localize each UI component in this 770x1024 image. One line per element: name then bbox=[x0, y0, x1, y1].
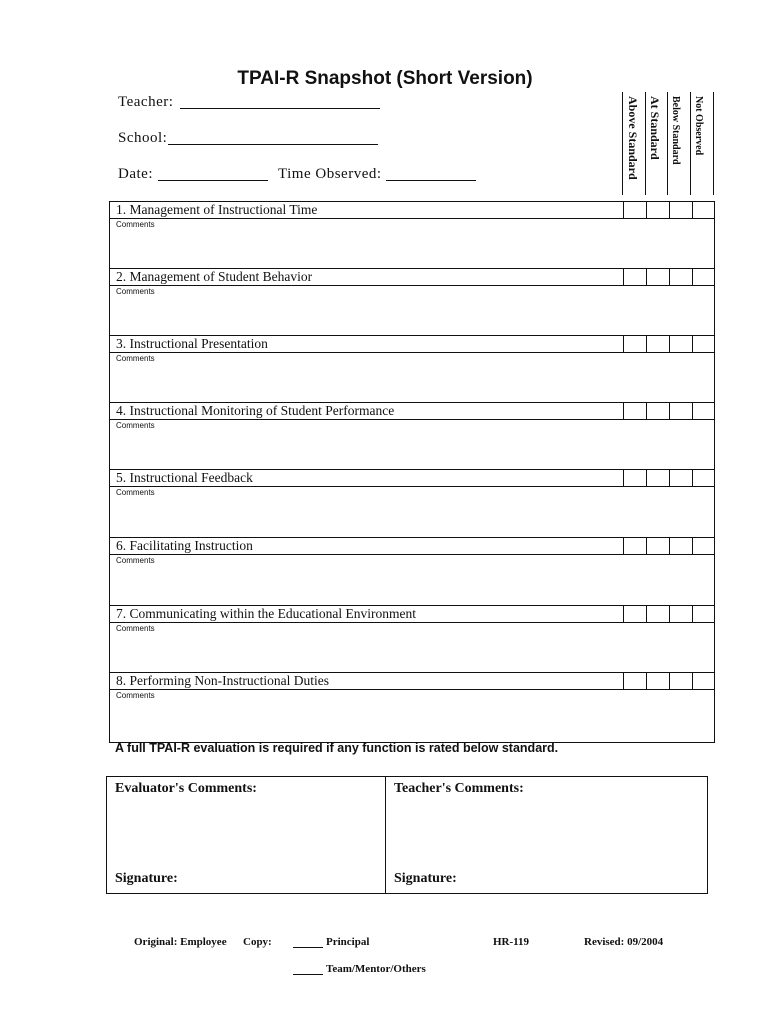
rating-box-above[interactable] bbox=[623, 403, 644, 419]
section-8 bbox=[109, 672, 715, 743]
comments-label: Comments bbox=[116, 421, 155, 430]
rating-box-not-observed[interactable] bbox=[692, 538, 713, 554]
rating-box-above[interactable] bbox=[623, 673, 644, 689]
footer-principal: Principal bbox=[326, 936, 370, 948]
rating-box-above[interactable] bbox=[623, 269, 644, 285]
rating-box-below[interactable] bbox=[669, 470, 690, 486]
rating-box-above[interactable] bbox=[623, 336, 644, 352]
team-copy-line[interactable] bbox=[293, 974, 323, 975]
section-title: 7. Communicating within the Educational Environment bbox=[116, 606, 416, 621]
evaluator-comments-box[interactable] bbox=[106, 776, 386, 894]
section-4 bbox=[109, 402, 715, 470]
comments-label: Comments bbox=[116, 220, 155, 229]
rating-box-at[interactable] bbox=[646, 538, 667, 554]
rating-box-below[interactable] bbox=[669, 673, 690, 689]
section-6 bbox=[109, 537, 715, 605]
rating-box-not-observed[interactable] bbox=[692, 470, 713, 486]
rating-box-at[interactable] bbox=[646, 202, 667, 218]
section-title: 6. Facilitating Instruction bbox=[116, 538, 253, 553]
section-1 bbox=[109, 201, 715, 269]
rating-box-at[interactable] bbox=[646, 403, 667, 419]
rating-header-below: Below Standard bbox=[668, 92, 691, 195]
rating-header-above: Above Standard bbox=[622, 92, 646, 195]
teacher-label: Teacher: bbox=[118, 94, 174, 110]
section-title: 1. Management of Instructional Time bbox=[116, 202, 318, 217]
section-title: 3. Instructional Presentation bbox=[116, 336, 268, 351]
section-title: 8. Performing Non-Instructional Duties bbox=[116, 673, 329, 688]
rating-box-below[interactable] bbox=[669, 202, 690, 218]
section-3 bbox=[109, 335, 715, 403]
time-observed-field[interactable] bbox=[386, 180, 476, 181]
comments-label: Comments bbox=[116, 354, 155, 363]
teacher-field[interactable] bbox=[180, 108, 380, 109]
rating-header-at: At Standard bbox=[645, 92, 668, 195]
comments-label: Comments bbox=[116, 691, 155, 700]
section-5 bbox=[109, 469, 715, 537]
teacher-signature-label: Signature: bbox=[394, 871, 457, 886]
section-title: 2. Management of Student Behavior bbox=[116, 269, 313, 284]
evaluation-note: A full TPAI-R evaluation is required if any function is rated below standard. bbox=[115, 741, 559, 755]
rating-box-at[interactable] bbox=[646, 470, 667, 486]
comments-label: Comments bbox=[116, 556, 155, 565]
section-7 bbox=[109, 605, 715, 673]
teacher-comments-label: Teacher's Comments: bbox=[394, 781, 524, 796]
rating-box-not-observed[interactable] bbox=[692, 403, 713, 419]
date-field[interactable] bbox=[158, 180, 268, 181]
evaluator-comments-label: Evaluator's Comments: bbox=[115, 781, 257, 796]
school-label: School: bbox=[118, 130, 168, 146]
comments-label: Comments bbox=[116, 488, 155, 497]
time-observed-label: Time Observed: bbox=[278, 166, 382, 182]
rating-box-not-observed[interactable] bbox=[692, 269, 713, 285]
rating-box-below[interactable] bbox=[669, 336, 690, 352]
section-title: 5. Instructional Feedback bbox=[116, 470, 253, 485]
teacher-comments-box[interactable] bbox=[385, 776, 708, 894]
rating-box-above[interactable] bbox=[623, 606, 644, 622]
rating-box-not-observed[interactable] bbox=[692, 673, 713, 689]
school-field[interactable] bbox=[168, 144, 378, 145]
footer-original: Original: Employee bbox=[134, 936, 227, 948]
rating-box-not-observed[interactable] bbox=[692, 202, 713, 218]
footer-team: Team/Mentor/Others bbox=[326, 963, 426, 975]
rating-header-not-observed: Not Observed bbox=[691, 92, 714, 195]
comments-label: Comments bbox=[116, 624, 155, 633]
rating-box-below[interactable] bbox=[669, 403, 690, 419]
rating-box-above[interactable] bbox=[623, 470, 644, 486]
rating-box-above[interactable] bbox=[623, 202, 644, 218]
principal-copy-line[interactable] bbox=[293, 947, 323, 948]
footer-form-id: HR-119 bbox=[493, 936, 530, 948]
rating-box-above[interactable] bbox=[623, 538, 644, 554]
rating-box-below[interactable] bbox=[669, 538, 690, 554]
evaluator-signature-label: Signature: bbox=[115, 871, 178, 886]
footer-revised: Revised: 09/2004 bbox=[584, 936, 664, 948]
page-title: TPAI-R Snapshot (Short Version) bbox=[237, 68, 533, 89]
rating-box-not-observed[interactable] bbox=[692, 606, 713, 622]
comments-label: Comments bbox=[116, 287, 155, 296]
section-title: 4. Instructional Monitoring of Student Performance bbox=[116, 403, 395, 418]
rating-box-at[interactable] bbox=[646, 336, 667, 352]
rating-box-at[interactable] bbox=[646, 606, 667, 622]
rating-box-at[interactable] bbox=[646, 269, 667, 285]
rating-box-below[interactable] bbox=[669, 269, 690, 285]
rating-box-not-observed[interactable] bbox=[692, 336, 713, 352]
footer-copy: Copy: bbox=[243, 936, 272, 948]
section-2 bbox=[109, 268, 715, 336]
rating-box-at[interactable] bbox=[646, 673, 667, 689]
date-label: Date: bbox=[118, 166, 153, 182]
rating-box-below[interactable] bbox=[669, 606, 690, 622]
